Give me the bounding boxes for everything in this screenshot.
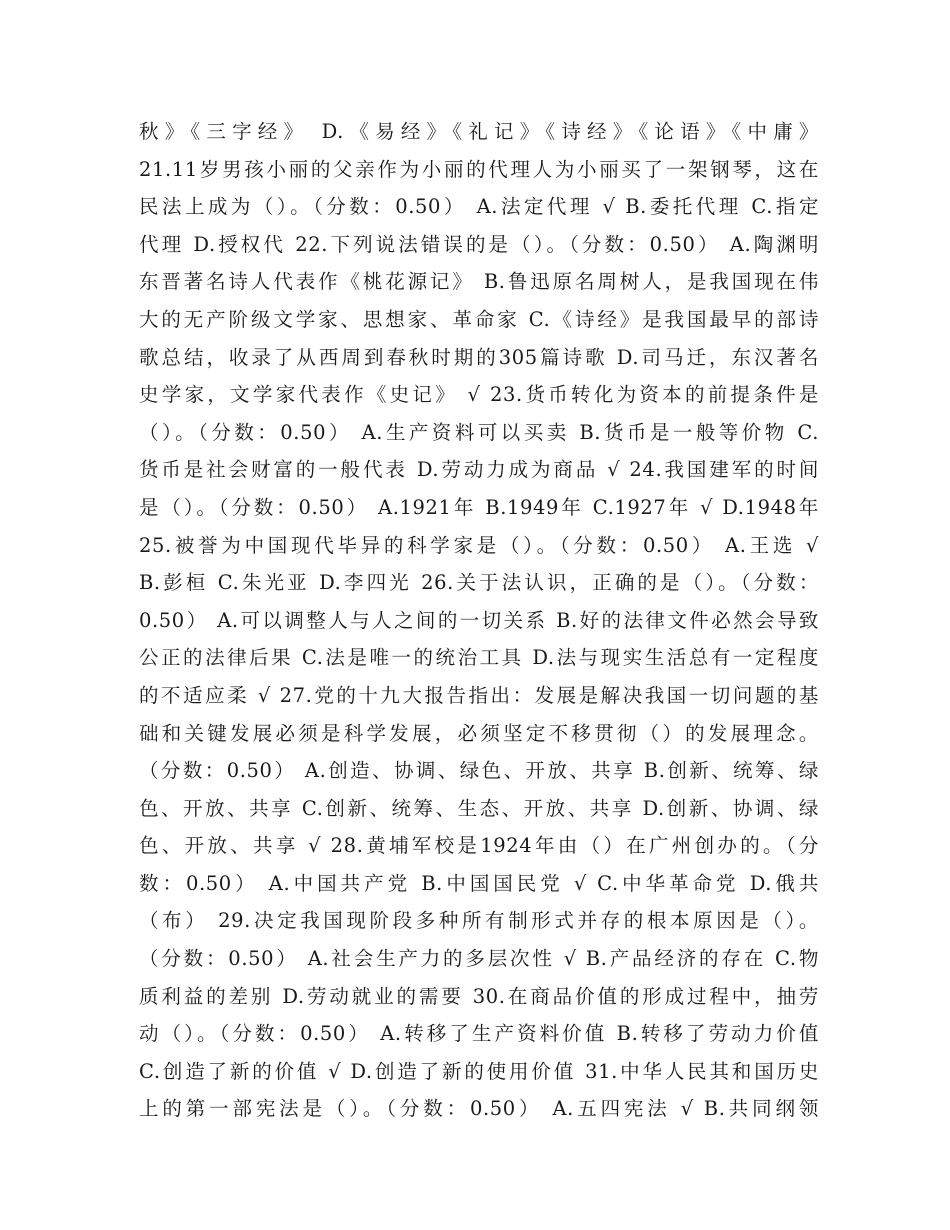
text-line: 21.11岁男孩小丽的父亲作为小丽的代理人为小丽买了一架钢琴，这在 [139,157,819,181]
text-line: 动（）。（分数：0.50） A.转移了生产资料价值 B.转移了劳动力价值 [139,1022,819,1046]
text-line: 大的无产阶级文学家、思想家、革命家 C.《诗经》是我国最早的部诗 [139,307,819,331]
text-line: （分数：0.50） A.创造、协调、绿色、开放、共享 B.创新、统筹、绿 [139,759,819,783]
text-line: 色、开放、共享 C.创新、统筹、生态、开放、共享 D.创新、协调、绿 [139,796,819,820]
text-line: 代理 D.授权代 22.下列说法错误的是（）。（分数：0.50） A.陶渊明 [139,232,819,256]
text-line: （分数：0.50） A.社会生产力的多层次性 √ B.产品经济的存在 C.物 [139,947,819,971]
text-line: 是（）。（分数：0.50） A.1921年 B.1949年 C.1927年 √ D.1948年 [139,495,819,519]
text-line: 公正的法律后果 C.法是唯一的统治工具 D.法与现实生活总有一定程度 [139,646,819,670]
body-text [139,113,819,1128]
text-line: 质利益的差别 D.劳动就业的需要 30.在商品价值的形成过程中，抽劳 [139,984,819,1008]
text-line: （）。（分数：0.50） A.生产资料可以买卖 B.货币是一般等价物 C. [139,420,819,444]
text-line: B.彭桓 C.朱光亚 D.李四光 26.关于法认识，正确的是（）。（分数： [139,571,819,595]
text-line: 史学家，文学家代表作《史记》 √ 23.货币转化为资本的前提条件是 [139,383,819,407]
text-line: 货币是社会财富的一般代表 D.劳动力成为商品 √ 24.我国建军的时间 [139,458,819,482]
text-line: 歌总结，收录了从西周到春秋时期的305篇诗歌 D.司马迁，东汉著名 [139,345,819,369]
text-line: 数：0.50） A.中国共产党 B.中国国民党 √ C.中华革命党 D.俄共 [139,871,819,895]
text-line: 民法上成为（）。（分数：0.50） A.法定代理 √ B.委托代理 C.指定 [139,195,819,219]
text-line: 础和关键发展必须是科学发展，必须坚定不移贯彻（）的发展理念。 [139,721,819,745]
text-line: 东晋著名诗人代表作《桃花源记》 B.鲁迅原名周树人，是我国现在伟 [139,270,819,294]
text-line: 色、开放、共享 √ 28.黄埔军校是1924年由（）在广州创办的。（分 [139,834,819,858]
text-line: 秋》《三字经》 D.《易经》《礼记》《诗经》《论语》《中庸》 [139,120,819,143]
text-line: 上的第一部宪法是（）。（分数：0.50） A.五四宪法 √ B.共同纲领 [139,1097,819,1121]
text-line: C.创造了新的价值 √ D.创造了新的使用价值 31.中华人民其和国历史 [139,1059,819,1083]
text-line: （布） 29.决定我国现阶段多种所有制形式并存的根本原因是（）。 [139,909,819,933]
text-line: 0.50） A.可以调整人与人之间的一切关系 B.好的法律文件必然会导致 [139,608,819,632]
text-line: 的不适应柔 √ 27.党的十九大报告指出：发展是解决我国一切问题的基 [139,683,819,707]
text-line: 25.被誉为中国现代毕异的科学家是（）。（分数：0.50） A.王选 √ [139,533,819,557]
